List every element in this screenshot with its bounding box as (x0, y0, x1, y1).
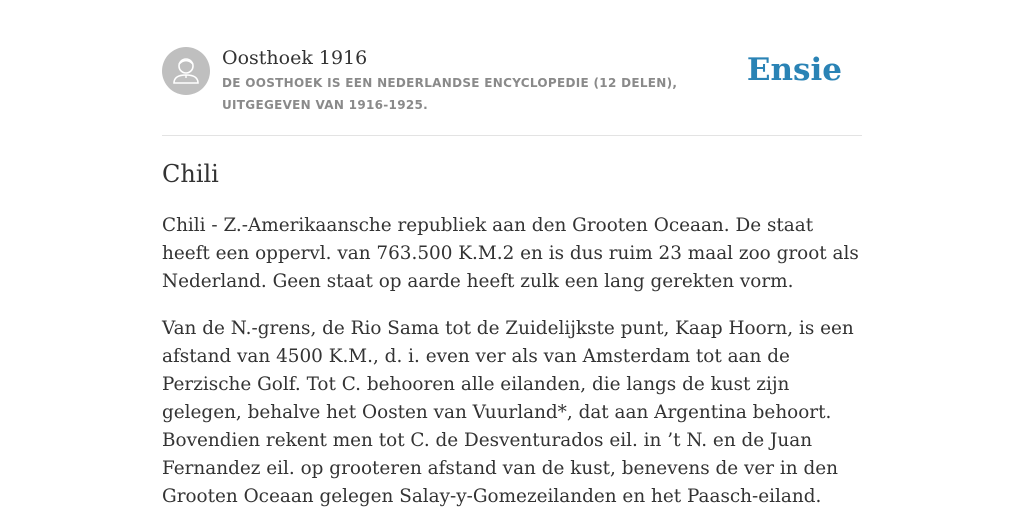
article-body (162, 212, 862, 512)
article-title: Chili (162, 160, 219, 188)
article-paragraph: Van de N.-grens, de Rio Sama tot de Zuidelijkste punt, Kaap Hoorn, is een afstand van 4500 K.M., d. i. even ver als van Amsterdam tot aan de Perzische Golf. Tot C. behooren alle eilanden, die langs de kust zijn gelegen, behalve het Oosten van Vuurland*, dat aan Argentina behoort. Bovendien rekent men tot C. de Desventurados eil. in ’t N. en de Juan Fernandez eil. op grooteren afstand van de kust, benevens de ver in den Grooten Oceaan gelegen Salay-y-Gomezeilanden en het Paasch-eiland. (162, 318, 854, 507)
source-title-link[interactable]: Oosthoek 1916 (222, 47, 368, 69)
article-paragraph: Chili - Z.-Amerikaansche republiek aan den Grooten Oceaan. De staat heeft een oppervl. van 763.500 K.M.2 en is dus ruim 23 maal zoo groot als Nederland. Geen staat op aarde heeft zulk een lang gerekten vorm. (162, 215, 859, 292)
source-description: DE OOSTHOEK IS EEN NEDERLANDSE ENCYCLOPEDIE (12 DELEN), UITGEGEVEN VAN 1916-1925. (222, 76, 678, 112)
source-header (162, 44, 862, 136)
ensie-logo[interactable]: Ensie (746, 52, 842, 88)
user-icon[interactable] (162, 47, 210, 95)
